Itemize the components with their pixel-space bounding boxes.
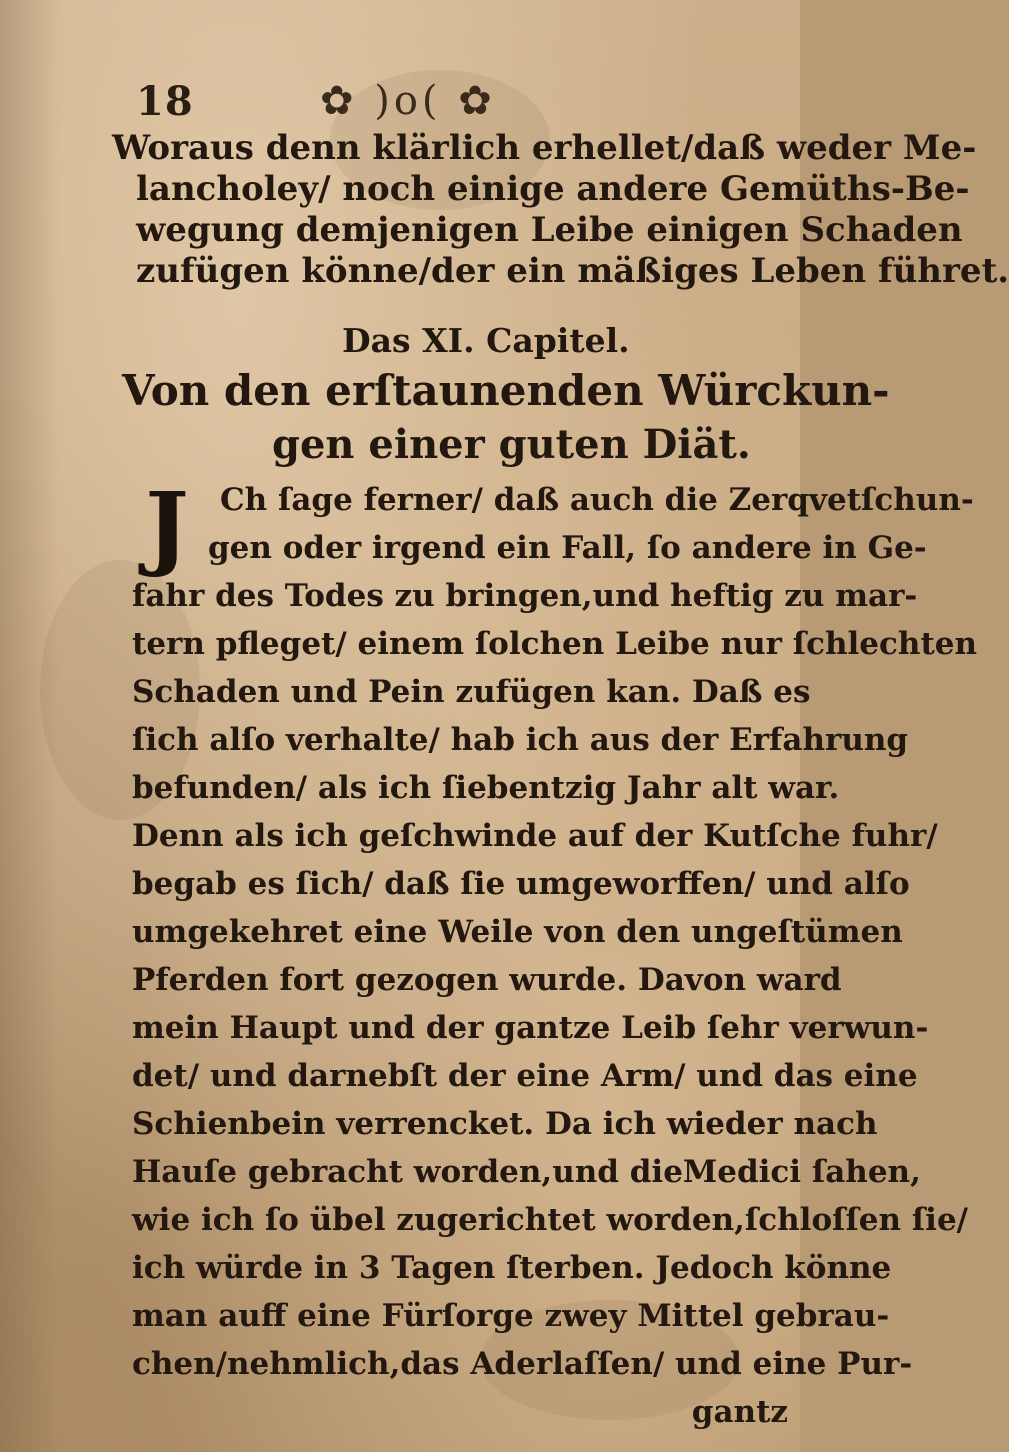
body-line: begab es ſich/ daß ſie umgeworffen/ und alſo	[132, 866, 910, 902]
body-line: umgekehret eine Weile von den ungeſtümen	[132, 914, 903, 950]
summary-line: Woraus denn klärlich erhellet/daß weder Me-	[112, 128, 977, 168]
body-line: wie ich ſo übel zugerichtet worden,ſchloſſen ſie/	[132, 1202, 969, 1238]
body-line: Denn als ich geſchwinde auf der Kutſche fuhr/	[132, 818, 938, 854]
page-number: 18	[136, 78, 194, 125]
body-line: man auff eine Fürſorge zwey Mittel gebrau-	[132, 1298, 890, 1334]
body-line: Ch ſage ferner/ daß auch die Zerqvetſchun-	[220, 482, 974, 518]
header-ornament: ✿ )o( ✿	[320, 78, 496, 124]
body-line: det/ und darnebſt der eine Arm/ und das eine	[132, 1058, 918, 1094]
body-line: Schienbein verrencket. Da ich wieder nach	[132, 1106, 878, 1142]
body-line: fahr des Todes zu bringen,und heftig zu mar-	[132, 578, 918, 614]
catchword: gantz	[691, 1394, 788, 1430]
body-line: befunden/ als ich ſiebentzig Jahr alt war.	[132, 770, 840, 806]
page-header	[120, 78, 780, 125]
chapter-summary	[112, 128, 1009, 292]
body-line: tern pfleget/ einem ſolchen Leibe nur ſchlechten	[132, 626, 978, 662]
body-line: Pferden fort gezogen wurde. Davon ward	[132, 962, 842, 998]
body-line: ich würde in 3 Tagen ſterben. Jedoch könne	[132, 1250, 892, 1286]
chapter-title-line: Von den erſtaunenden Würckun-	[122, 366, 890, 415]
summary-line: zufügen könne/der ein mäßiges Leben führet.	[136, 251, 1009, 291]
chapter-label: Das XI. Capitel.	[342, 321, 630, 360]
chapter-title-line: gen einer guten Diät.	[272, 421, 751, 468]
body-line: mein Haupt und der gantze Leib ſehr verwun-	[132, 1010, 929, 1046]
drop-cap-initial: J	[145, 472, 189, 580]
body-line: gen oder irgend ein Fall, ſo andere in Ge-	[208, 530, 927, 566]
body-line: Hauſe gebracht worden,und dieMedici ſahen,	[132, 1154, 921, 1190]
chapter-title	[112, 364, 890, 472]
body-text	[112, 472, 978, 1436]
body-line: chen/nehmlich,das Aderlaſſen/ und eine Pur-	[132, 1346, 913, 1382]
body-line: Schaden und Pein zufügen kan. Daß es	[132, 674, 811, 710]
page-content	[112, 128, 1009, 1436]
body-line: ſich alſo verhalte/ hab ich aus der Erfahrung	[132, 722, 909, 758]
summary-line: wegung demjenigen Leibe einigen Schaden	[136, 210, 963, 250]
summary-line: lancholey/ noch einige andere Gemüths-Be-	[136, 169, 970, 209]
